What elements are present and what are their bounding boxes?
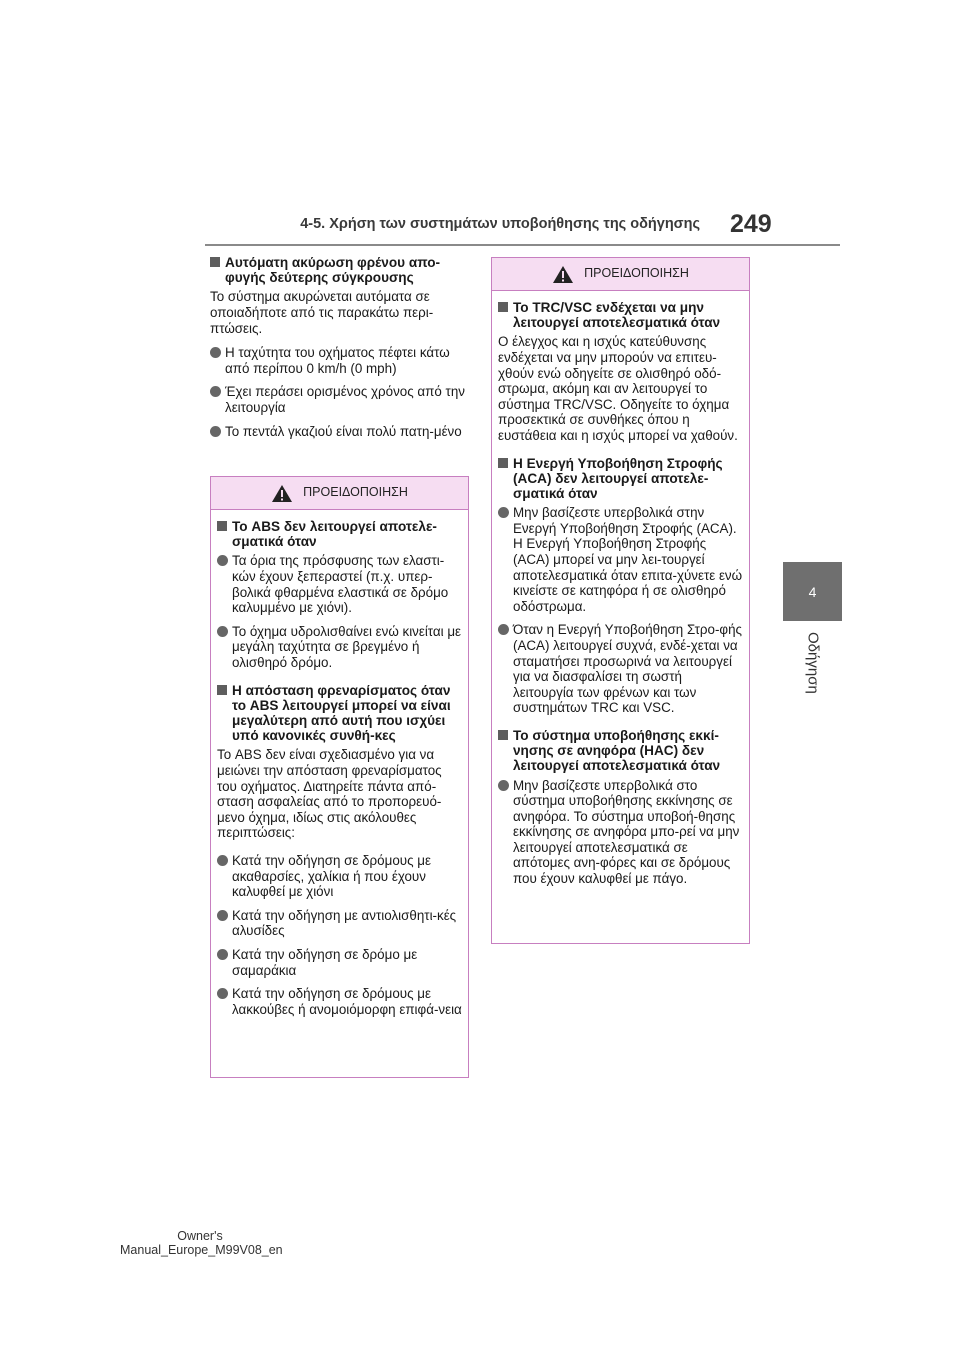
page-number: 249 — [730, 210, 772, 238]
square-bullet-icon — [217, 685, 227, 695]
section-heading: Το ABS δεν λειτουργεί αποτελε-σματικά όταν — [217, 519, 462, 549]
section-heading: Το TRC/VSC ενδέχεται να μην λειτουργεί αποτελεσματικά όταν — [498, 300, 743, 330]
square-bullet-icon — [217, 521, 227, 531]
list-item: Το όχημα υδρολισθαίνει ενώ κινείται με μεγάλη ταχύτητα σε βρεγμένο ή ολισθηρό δρόμο. — [217, 624, 462, 671]
warning-box-trc-vsc — [491, 257, 750, 944]
warning-header: ΠΡΟΕΙΔΟΠΟΙΗΣΗ — [211, 477, 468, 510]
section-heading: Αυτόματη ακύρωση φρένου απο-φυγής δεύτερης σύγκρουσης — [210, 255, 472, 285]
chapter-label: Οδήγηση — [804, 632, 822, 694]
section-heading: Η απόσταση φρεναρίσματος όταν το ABS λειτουργεί μπορεί να είναι μεγαλύτερη από αυτή που ισχύει υπό κανονικές συνθή-κες — [217, 683, 462, 744]
circle-bullet-icon — [217, 949, 228, 960]
list-item: Κατά την οδήγηση σε δρόμους με ακαθαρσίες, χαλίκια ή που έχουν καλυφθεί με χιόνι — [217, 853, 462, 900]
section-text: Το ABS δεν είναι σχεδιασμένο για να μειώνει την απόσταση φρεναρίσματος του οχήματος. Διατηρείτε πάντα από-σταση ασφαλείας από το προπορευό-μενο όχημα, ιδίως στις ακόλουθες περιπτώσεις: — [217, 747, 442, 841]
list-item: Όταν η Ενεργή Υποβοήθηση Στρο-φής (ACA) λειτουργεί συχνά, ενδέ-χεται να σταματήσει προσωρινά να λειτουργεί για να διασφαλίσει τη σωστή λειτουργία των φρένων και των συστημάτων TRC και VSC. — [498, 622, 743, 716]
footer-document-id: Owner's Manual_Europe_M99V08_en — [120, 1229, 283, 1257]
auto-cancel-section — [210, 255, 472, 447]
list-item: Η ταχύτητα του οχήματος πέφτει κάτω από περίπου 0 km/h (0 mph) — [210, 345, 472, 376]
circle-bullet-icon — [498, 624, 509, 635]
list-item: Έχει περάσει ορισμένος χρόνος από την λειτουργία — [210, 384, 472, 415]
list-item: Το πεντάλ γκαζιού είναι πολύ πατη-μένο — [210, 424, 472, 440]
circle-bullet-icon — [210, 426, 221, 437]
chapter-tab: 4 — [783, 562, 842, 621]
header-divider — [205, 244, 840, 246]
section-title: 4-5. Χρήση των συστημάτων υποβοήθησης της οδήγησης — [300, 216, 700, 232]
square-bullet-icon — [498, 458, 508, 468]
circle-bullet-icon — [217, 555, 228, 566]
list-item: Κατά την οδήγηση σε δρόμους με λακκούβες ή ανομοιόμορφη επιφά-νεια — [217, 986, 462, 1017]
circle-bullet-icon — [217, 855, 228, 866]
section-heading: Το σύστημα υποβοήθησης εκκί-νησης σε ανηφόρα (HAC) δεν λειτουργεί αποτελεσματικά όταν — [498, 728, 743, 774]
section-text: Ο έλεγχος και η ισχύς κατεύθυνσης ενδέχεται να μην μπορούν να επιτευ-χθούν ενώ οδηγείτε σε ολισθηρό οδό-στρωμα, ακόμη και αν λειτουργεί το σύστημα TRC/VSC. Οδηγείτε το όχημα προσεκτικά σε συνθήκες όπου η ευστάθεια και η ισχύς μπορεί να χαθούν. — [498, 334, 738, 443]
circle-bullet-icon — [498, 507, 509, 518]
circle-bullet-icon — [217, 910, 228, 921]
list-item: Κατά την οδήγηση με αντιολισθητι-κές αλυσίδες — [217, 908, 462, 939]
square-bullet-icon — [498, 730, 508, 740]
circle-bullet-icon — [498, 780, 509, 791]
list-item: Μην βασίζεστε υπερβολικά στην Ενεργή Υποβοήθηση Στροφής (ACA). Η Ενεργή Υποβοήθηση Στροφής (ACA) μπορεί να μην λει-τουργεί αποτελεσματικά όταν επιτα-χύνετε ενώ κινείστε σε κατηφόρα ή σε ολισθηρό οδόστρωμα. — [498, 505, 743, 614]
circle-bullet-icon — [217, 988, 228, 999]
circle-bullet-icon — [210, 347, 221, 358]
list-item: Μην βασίζεστε υπερβολικά στο σύστημα υποβοήθησης εκκίνησης σε ανηφόρα. Το σύστημα υποβοή-θησης εκκίνησης σε ανηφόρα μπο-ρεί να μην λειτουργεί αποτελεσματικά σε απότομες ανη-φόρες και σε δρόμους που έχουν καλυφθεί με πάγο. — [498, 778, 743, 887]
warning-triangle-icon — [552, 265, 574, 284]
warning-header: ΠΡΟΕΙΔΟΠΟΙΗΣΗ — [492, 258, 749, 291]
list-item: Τα όρια της πρόσφυσης των ελαστι-κών έχουν ξεπεραστεί (π.χ. υπερ-βολικά φθαρμένα ελαστικά σε δρόμο καλυμμένο με χιόνι). — [217, 553, 462, 615]
square-bullet-icon — [210, 257, 220, 267]
warning-box-abs — [210, 476, 469, 1078]
square-bullet-icon — [498, 302, 508, 312]
circle-bullet-icon — [217, 626, 228, 637]
section-heading: Η Ενεργή Υποβοήθηση Στροφής (ACA) δεν λειτουργεί αποτελε-σματικά όταν — [498, 456, 743, 502]
warning-triangle-icon — [271, 484, 293, 503]
section-intro: Το σύστημα ακυρώνεται αυτόματα σε οποιαδήποτε από τις παρακάτω περι-πτώσεις. — [210, 289, 434, 336]
list-item: Κατά την οδήγηση σε δρόμο με σαμαράκια — [217, 947, 462, 978]
circle-bullet-icon — [210, 386, 221, 397]
